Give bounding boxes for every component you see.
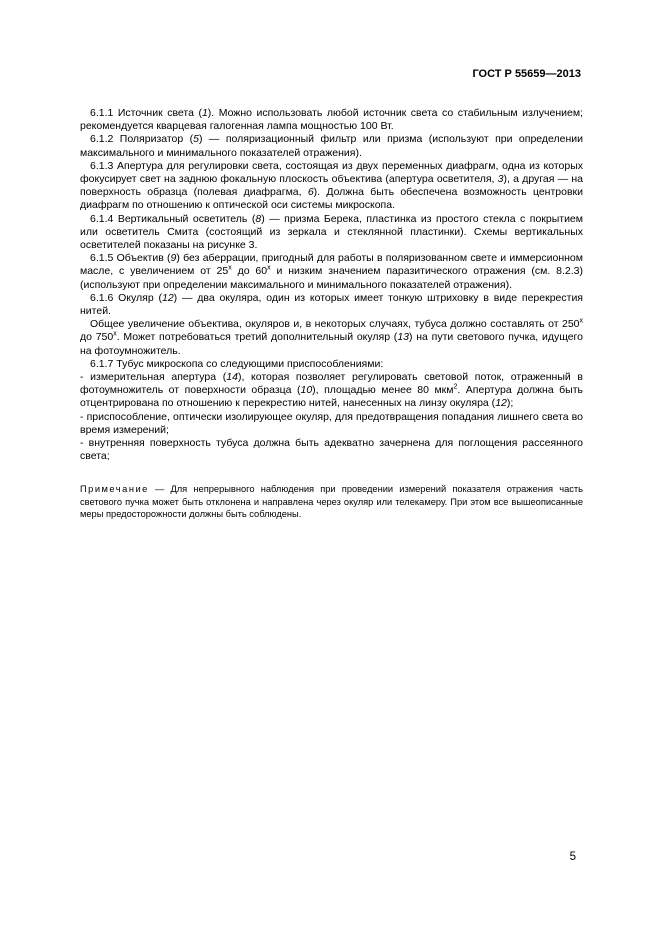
paragraph-p2: 6.1.2 Поляризатор (5) — поляризационный фильтр или призма (используют при определении максимального и минимального показателей отражения). [80, 133, 583, 159]
document-header: ГОСТ Р 55659—2013 [472, 68, 581, 80]
paragraph-p11: - внутренняя поверхность тубуса должна быть адекватно зачернена для поглощения рассеянного света; [80, 437, 583, 463]
paragraph-p9: - измерительная апертура (14), которая позволяет регулировать световой поток, отраженный в фотоумножитель от поверхности образца (10), площадью менее 80 мкм$^2$. Апертура должна быть отцентрирована по отношению к перекрестию нитей, нанесенных на линзу окуляра (12); [80, 371, 583, 410]
paragraph-p1: 6.1.1 Источник света (1). Можно использовать любой источник света со стабильным излучением; рекомендуется кварцевая галогенная лампа мощностью 100 Вт. [80, 107, 583, 133]
page-number: 5 [569, 851, 576, 863]
paragraph-p3: 6.1.3 Апертура для регулировки света, состоящая из двух переменных диафрагм, одна из которых фокусирует свет на заднюю фокальную плоскость объектива (апертура осветителя, 3), а другая — на поверхность образца (полевая диафрагма, 6). Должна быть обеспечена возможность центровки диафрагм по отношению к оптической оси системы микроскопа. [80, 159, 583, 212]
paragraph-p5: 6.1.5 Объектив (9) без аберрации, пригодный для работы в поляризованном свете и иммерсионном масле, с увеличением от $25^х$ до $60^х$ и низким значением паразитического отражения (см. 8.2.3) (используют при определении максимального и минимального показателей отражения). [80, 252, 584, 291]
note [80, 483, 583, 520]
paragraph-p10: - приспособление, оптически изолирующее окуляр, для предотвращения попадания лишнего света во время измерений; [80, 410, 583, 436]
document-body [80, 107, 583, 529]
paragraph-list [80, 107, 583, 463]
paragraph-p4: 6.1.4 Вертикальный осветитель (8) — призма Берека, пластинка из простого стекла с покрытием или осветитель Смита (состоящий из зеркала и стеклянной пластинки). Схемы вертикальных осветителей показаны на рисунке 3. [80, 212, 583, 252]
note-text: — Для непрерывного наблюдения при проведении измерений показателя отражения часть светового пучка может быть отклонена и направлена через окуляр или телекамеру. При этом все вышеописанные меры предосторожности должны быть соблюдены. [80, 484, 583, 519]
note-label: Примечание [80, 484, 149, 495]
paragraph-p7: Общее увеличение объектива, окуляров и, в некоторых случаях, тубуса должно составлять от $250^х$ до $750^х$. Может потребоваться третий дополнительный окуляр (13) на пути светового пучка, идущего на фотоумножитель. [80, 317, 583, 357]
paragraph-p8: 6.1.7 Тубус микроскопа со следующими приспособлениями: [90, 357, 384, 370]
paragraph-p6: 6.1.6 Окуляр (12) — два окуляра, один из которых имеет тонкую штриховку в виде перекрестия нитей. [80, 291, 583, 318]
